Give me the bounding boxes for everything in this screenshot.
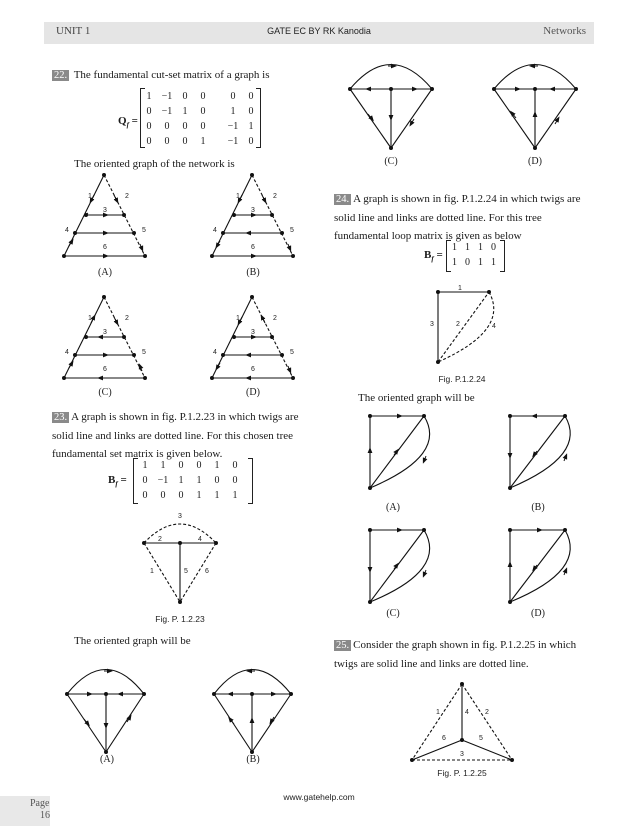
q23-graph-a <box>65 670 146 755</box>
svg-text:5: 5 <box>479 735 483 742</box>
q24-graph-d <box>508 528 570 604</box>
svg-text:2: 2 <box>273 193 277 200</box>
fig-p1225 <box>410 682 514 762</box>
svg-text:5: 5 <box>142 227 146 234</box>
svg-text:6: 6 <box>103 244 107 251</box>
q24-statement: 24. A graph is shown in fig. P.1.2.24 in which twigs are solid line and links are dotted line. For this tree fundamental loop matrix is given as below <box>334 193 581 242</box>
q22-text: The fundamental cut-set matrix of a graph is <box>73 69 270 81</box>
svg-text:6: 6 <box>103 366 107 373</box>
svg-text:3: 3 <box>251 207 255 214</box>
svg-text:1: 1 <box>150 568 154 575</box>
q24-bracket-right <box>500 240 505 272</box>
svg-text:1: 1 <box>236 193 240 200</box>
svg-text:4: 4 <box>198 536 202 543</box>
svg-text:4: 4 <box>465 709 469 716</box>
svg-text:4: 4 <box>65 227 69 234</box>
q24-number: 24. <box>336 194 350 205</box>
svg-text:6: 6 <box>251 366 255 373</box>
footer-url[interactable]: www.gatehelp.com <box>283 792 355 802</box>
fig-p1224 <box>430 285 496 364</box>
q24-matrix: 1 1 1 0 1 0 1 1 <box>452 242 496 268</box>
svg-text:1: 1 <box>458 285 462 292</box>
q22-matrix: 1 −1 0 0 0 0 0 −1 1 0 1 0 0 0 0 0 −1 1 0 0 0 1 −1 0 <box>146 91 254 147</box>
q24-prompt: The oriented graph will be <box>358 392 475 404</box>
q23-option-d[interactable]: (D) <box>528 156 542 167</box>
fig-p1223-caption: Fig. P. 1.2.23 <box>155 614 205 624</box>
chapter-label: Networks <box>543 25 586 37</box>
q24-option-c[interactable]: (C) <box>386 608 400 619</box>
q23-graph-c <box>348 65 434 151</box>
svg-text:4: 4 <box>213 349 217 356</box>
q24-option-a[interactable]: (A) <box>386 502 400 513</box>
page-number: 16 <box>40 810 50 821</box>
q24-option-b[interactable]: (B) <box>531 502 545 513</box>
q23-option-c[interactable]: (C) <box>384 156 398 167</box>
page-number-box <box>0 796 50 826</box>
svg-text:3: 3 <box>251 329 255 336</box>
svg-text:5: 5 <box>290 227 294 234</box>
q23-matrix-label: $B_f$ = <box>108 474 127 489</box>
page-word: Page <box>30 798 50 809</box>
svg-text:2: 2 <box>158 536 162 543</box>
svg-text:1: 1 <box>88 193 92 200</box>
q25-statement: 25. Consider the graph shown in fig. P.1.2.25 in which twigs are solid line and links are dotted line. <box>334 639 577 670</box>
q23-prompt: The oriented graph will be <box>74 635 191 647</box>
svg-text:3: 3 <box>178 513 182 520</box>
q22-option-a[interactable]: (A) <box>98 267 112 278</box>
q23-graph-b <box>212 670 293 755</box>
q24-matrix-label: $B_f$ = <box>424 249 443 264</box>
svg-text:4: 4 <box>492 323 496 330</box>
q22-option-c[interactable]: (C) <box>98 387 112 398</box>
svg-text:2: 2 <box>456 321 460 328</box>
svg-text:5: 5 <box>142 349 146 356</box>
svg-text:1: 1 <box>436 709 440 716</box>
q22-option-d[interactable]: (D) <box>246 387 260 398</box>
q23-graph-d <box>492 65 578 151</box>
svg-text:2: 2 <box>125 315 129 322</box>
svg-text:2: 2 <box>125 193 129 200</box>
unit-label: UNIT 1 <box>56 25 91 37</box>
svg-text:3: 3 <box>430 321 434 328</box>
q22-prompt: The oriented graph of the network is <box>74 158 235 170</box>
q22-option-b[interactable]: (B) <box>246 267 260 278</box>
svg-text:3: 3 <box>460 751 464 758</box>
q24-graph-c <box>368 528 430 604</box>
fig-p1223 <box>142 513 218 604</box>
book-title: GATE EC BY RK Kanodia <box>267 26 371 36</box>
fig-p1225-caption: Fig. P. 1.2.25 <box>437 768 487 778</box>
svg-text:1: 1 <box>236 315 240 322</box>
svg-text:3: 3 <box>103 329 107 336</box>
svg-text:6: 6 <box>251 244 255 251</box>
q24-graph-a <box>368 414 430 490</box>
q24-graph-b <box>508 414 570 490</box>
svg-text:5: 5 <box>290 349 294 356</box>
svg-text:4: 4 <box>65 349 69 356</box>
svg-text:5: 5 <box>184 568 188 575</box>
q22-number: 22. <box>54 70 68 81</box>
svg-text:6: 6 <box>205 568 209 575</box>
svg-text:3: 3 <box>103 207 107 214</box>
q25-number: 25. <box>336 640 350 651</box>
q23-matrix: 1 1 0 0 1 0 0 −1 1 1 0 0 0 0 0 1 1 1 <box>142 460 238 501</box>
q23-number: 23. <box>54 412 68 423</box>
svg-text:2: 2 <box>273 315 277 322</box>
q24-option-d[interactable]: (D) <box>531 608 545 619</box>
q23-statement: 23. A graph is shown in fig. P.1.2.23 in which twigs are solid line and links are dotted line. For this chosen tree fundamental set matrix is given below. <box>52 411 299 460</box>
q23-option-a[interactable]: (A) <box>100 754 114 765</box>
svg-text:6: 6 <box>442 735 446 742</box>
svg-text:2: 2 <box>485 709 489 716</box>
q22-matrix-label: $Q_f$ = <box>118 115 138 130</box>
svg-text:1: 1 <box>88 315 92 322</box>
q23-option-b[interactable]: (B) <box>246 754 260 765</box>
svg-text:4: 4 <box>213 227 217 234</box>
fig-p1224-caption: Fig. P.1.2.24 <box>438 374 486 384</box>
